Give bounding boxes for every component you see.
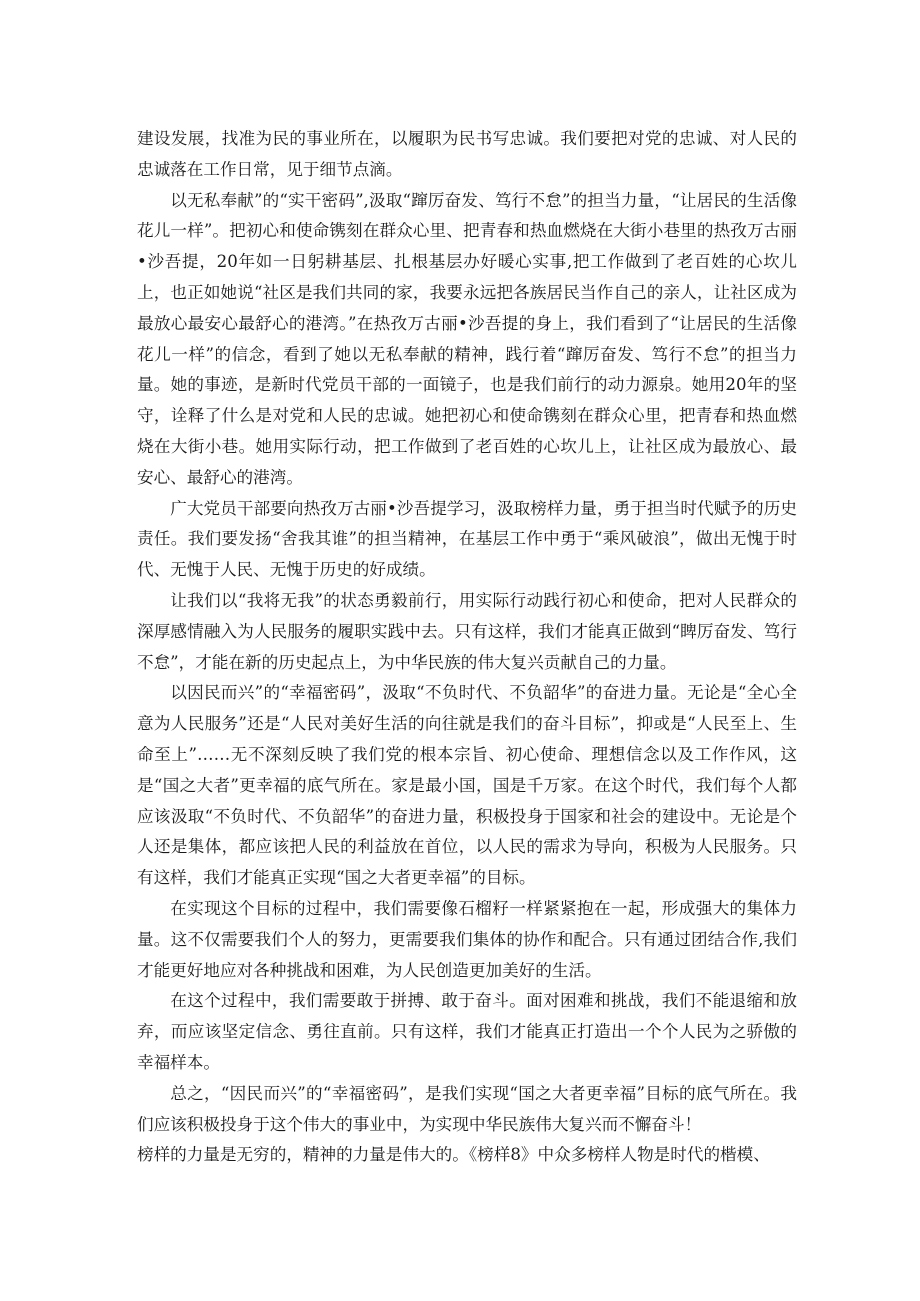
paragraph: 以无私奉献”的“实干密码”,汲取“蹿厉奋发、笃行不怠”的担当力量，“让居民的生活像花儿一样”。把初心和使命镌刻在群众心里、把青春和热血燃烧在大街小巷里的热孜万古丽•沙吾提，20年如一日躬耕基层、扎根基层办好暖心实事,把工作做到了老百姓的心坎儿上，也正如她说“社区是我们共同的家，我要永远把各族居民当作自己的亲人，让社区成为最放心最安心最舒心的港湾。”在热孜万古丽•沙吾提的身上，我们看到了“让居民的生活像花儿一样”的信念，看到了她以无私奉献的精神，践行着“蹿厉奋发、笃行不怠”的担当力量。她的事迹，是新时代党员干部的一面镜子，也是我们前行的动力源泉。她用20年的坚守，诠释了什么是对党和人民的忠诚。她把初心和使命镌刻在群众心里，把青春和热血燃烧在大街小巷。她用实际行动，把工作做到了老百姓的心坎儿上，让社区成为最放心、最安心、最舒心的港湾。 — [137, 190, 797, 487]
paragraph: 让我们以“我将无我”的状态勇毅前行，用实际行动践行初心和使命，把对人民群众的深厚感情融入为人民服务的履职实践中去。只有这样，我们才能真正做到“睥厉奋发、笃行不怠”，才能在新的历史起点上，为中华民族的伟大复兴贡献自己的力量。 — [137, 590, 797, 672]
paragraph: 在这个过程中，我们需要敢于拼搏、敢于奋斗。面对困难和挑战，我们不能退缩和放弃，而应该坚定信念、勇往直前。只有这样，我们才能真正打造出一个个人民为之骄傲的幸福样本。 — [137, 991, 797, 1072]
paragraph: 总之，“因民而兴”的“幸福密码”，是我们实现“国之大者更幸福”目标的底气所在。我们应该积极投身于这个伟大的事业中，为实现中华民族伟大复兴而不懈奋斗！ — [137, 1083, 797, 1134]
paragraph: 榜样的力量是无穷的，精神的力量是伟大的。《榜样8》中众多榜样人物是时代的楷模、 — [137, 1145, 770, 1165]
paragraph: 以因民而兴”的“幸福密码”，汲取“不负时代、不负韶华”的奋进力量。无论是“全心全意为人民服务”还是“人民对美好生活的向往就是我们的奋斗目标”，抑或是“人民至上、生命至上”……无不深刻反映了我们党的根本宗旨、初心使命、理想信念以及工作作风，这是“国之大者”更幸福的底气所在。家是最小国，国是千万家。在这个时代，我们每个人都应该汲取“不负时代、不负韶华”的奋进力量，积极投身于国家和社会的建设中。无论是个人还是集体，都应该把人民的利益放在首位，以人民的需求为导向，积极为人民服务。只有这样，我们才能真正实现“国之大者更幸福”的目标。 — [137, 683, 797, 888]
paragraph: 广大党员干部要向热孜万古丽•沙吾提学习，汲取榜样力量，勇于担当时代赋予的历史责任。我们要发扬“舍我其谁”的担当精神，在基层工作中勇于“乘风破浪”，做出无愧于时代、无愧于人民、无愧于历史的好成绩。 — [137, 498, 797, 580]
paragraph: 建设发展，找准为民的事业所在，以履职为民书写忠诚。我们要把对党的忠诚、对人民的忠诚落在工作日常，见于细节点滴。 — [137, 129, 797, 179]
paragraph: 在实现这个目标的过程中，我们需要像石榴籽一样紧紧抱在一起，形成强大的集体力量。这不仅需要我们个人的努力，更需要我们集体的协作和配合。只有通过团结合作,我们才能更好地应对各种挑战和困难，为人民创造更加美好的生活。 — [137, 898, 797, 980]
document-body — [137, 124, 797, 1171]
